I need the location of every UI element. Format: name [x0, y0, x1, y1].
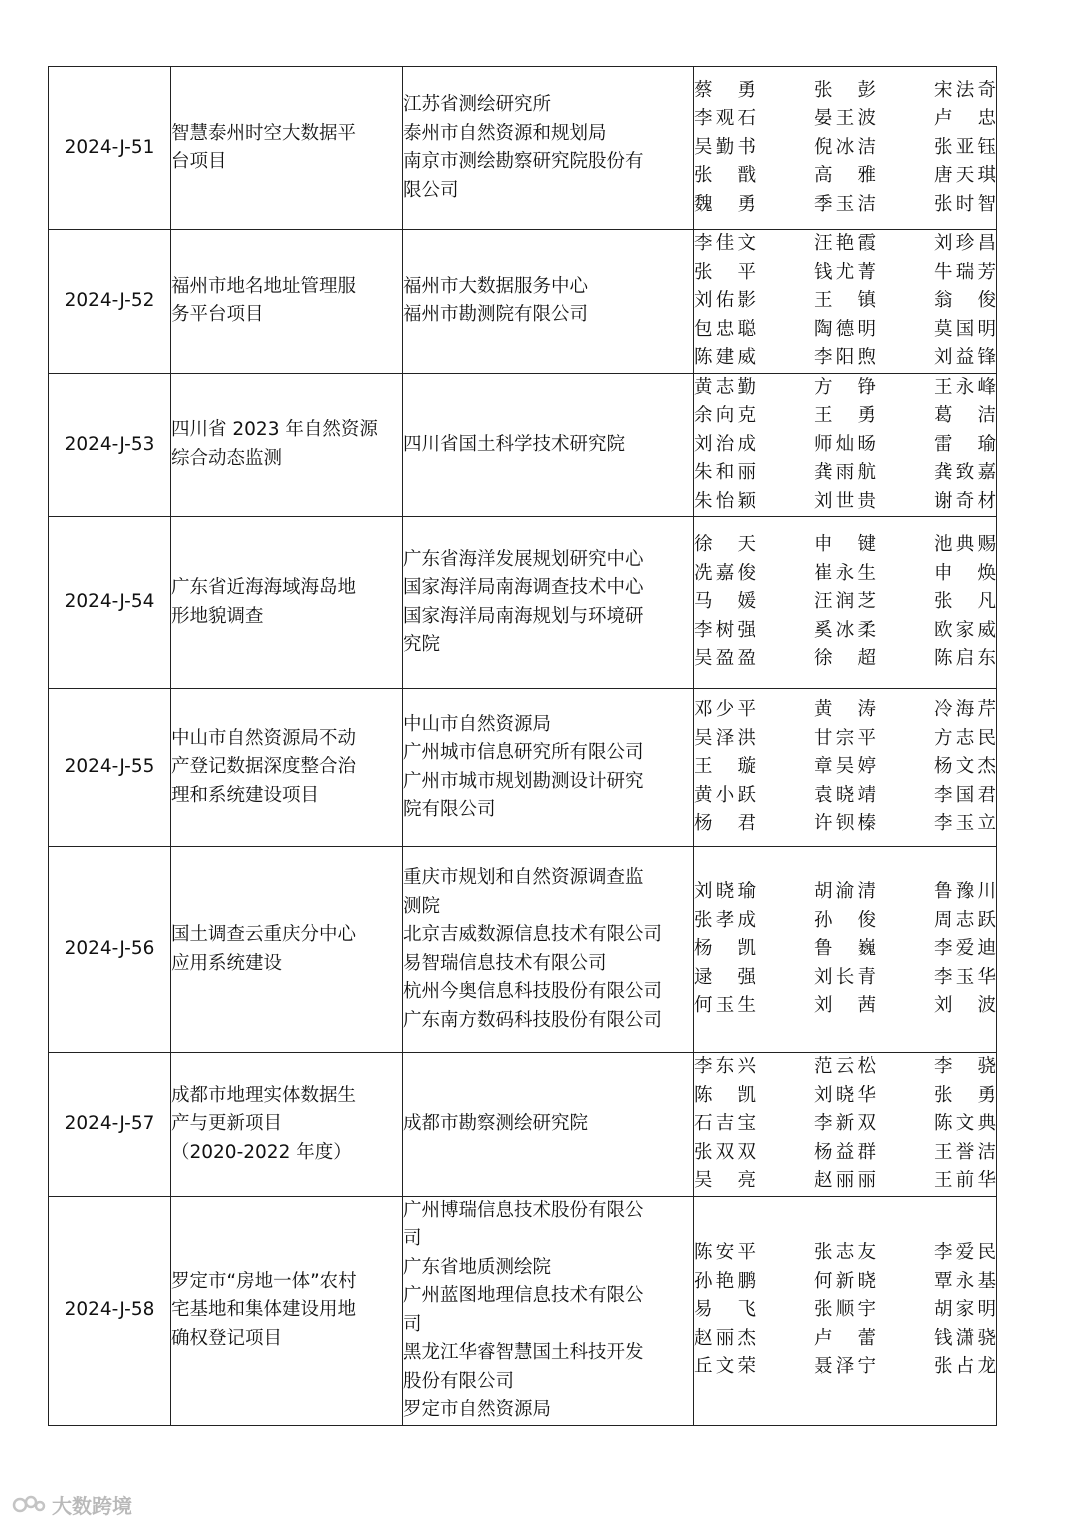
- contributor-name: 方 铮: [814, 376, 876, 398]
- contributor-name: 吴盈盈: [694, 648, 756, 670]
- contributor-name: 冷海芹: [934, 699, 996, 721]
- contributor-list: [694, 1053, 997, 1197]
- organization-line: 南京市测绘勘察研究院股份有: [403, 151, 644, 172]
- contributor-row: [694, 617, 996, 646]
- contributor-name: 覃永基: [934, 1270, 996, 1292]
- contributor-name: 陈文典: [934, 1113, 996, 1134]
- contributor-name: 朱和丽: [694, 462, 756, 483]
- contributor-list: [694, 517, 997, 689]
- contributor-name: 王 勇: [814, 405, 876, 426]
- organization-line: 究院: [403, 634, 441, 655]
- contributor-name: 刘治成: [694, 433, 756, 455]
- contributor-name: 杨 君: [694, 813, 756, 835]
- contributor-row: [694, 134, 996, 163]
- contributor-name: 王誉洁: [934, 1141, 996, 1163]
- organization-line: 中山市自然资源局: [403, 713, 552, 735]
- watermark-logo-icon: [12, 1493, 46, 1517]
- contributor-row: [694, 191, 996, 220]
- contributor-name: 张 勇: [934, 1084, 996, 1106]
- contributor-row: [694, 316, 996, 345]
- contributor-name: 李树强: [694, 619, 756, 641]
- project-name-line: 国土调查云重庆分中心: [171, 924, 357, 945]
- contributor-name: 陈 凯: [694, 1084, 756, 1106]
- contributor-row: [694, 1053, 996, 1082]
- contributor-row: [694, 753, 996, 782]
- contributor-name: 晏王波: [814, 108, 876, 130]
- contributor-name: 季玉洁: [814, 193, 876, 215]
- contributor-row: [694, 588, 996, 617]
- contributor-name: 杨文杰: [934, 756, 996, 778]
- contributor-list: [694, 67, 997, 230]
- contributor-name: 邓少平: [694, 699, 756, 721]
- contributor-row: [694, 374, 996, 403]
- contributor-name: 胡渝清: [814, 881, 876, 903]
- project-name: [171, 847, 403, 1053]
- contributor-name: 陈启东: [934, 648, 996, 670]
- contributor-name: 李东兴: [694, 1056, 756, 1077]
- project-name-line: 四川省 2023 年自然资源: [171, 419, 378, 441]
- contributor-row: [694, 782, 996, 811]
- contributor-name: 张志友: [814, 1242, 876, 1264]
- contributor-name: 丘文荣: [694, 1356, 756, 1378]
- organization-list: [403, 230, 694, 374]
- project-id: 2024-J-57: [49, 1053, 171, 1197]
- organization-line: 股份有限公司: [403, 1370, 515, 1392]
- contributor-name: 申 键: [814, 534, 876, 556]
- table-row: [49, 847, 997, 1053]
- table-row: [49, 689, 997, 847]
- contributor-name: 雷 瑜: [934, 433, 996, 455]
- contributor-name: 袁晓靖: [814, 784, 876, 806]
- contributor-name: 何新晓: [814, 1270, 876, 1292]
- contributor-name: 葛 洁: [934, 405, 996, 426]
- organization-line: 国家海洋局南海调查技术中心: [403, 577, 644, 598]
- contributor-row: [694, 1082, 996, 1111]
- organization-line: 司: [403, 1228, 422, 1249]
- contributor-name: 陶德明: [814, 318, 876, 340]
- contributor-name: 孙艳鹏: [694, 1270, 756, 1292]
- contributor-name: 师灿旸: [814, 433, 876, 455]
- contributor-name: 冼嘉俊: [694, 562, 756, 584]
- contributor-name: 章吴婷: [814, 756, 876, 778]
- contributor-row: [694, 1296, 996, 1325]
- project-name-line: 综合动态监测: [171, 447, 283, 469]
- contributor-name: 刘益锋: [934, 347, 996, 368]
- organization-line: 易智瑞信息技术有限公司: [403, 952, 607, 974]
- contributor-row: [694, 1110, 996, 1139]
- contributor-row: [694, 259, 996, 288]
- organization-line: 杭州今奥信息科技股份有限公司: [403, 981, 663, 1002]
- contributor-row: [694, 1239, 996, 1268]
- project-id: 2024-J-54: [49, 517, 171, 689]
- contributor-name: 张亚钰: [934, 136, 996, 158]
- project-id: 2024-J-58: [49, 1196, 171, 1425]
- contributor-row: [694, 77, 996, 106]
- contributor-name: 刘世贵: [814, 490, 876, 512]
- contributor-name: 张 彭: [814, 79, 876, 101]
- contributor-name: 张孝成: [694, 909, 756, 931]
- contributor-name: 李玉立: [934, 813, 996, 835]
- contributor-row: [694, 992, 996, 1021]
- contributor-name: 张双双: [694, 1141, 756, 1163]
- project-name-line: 福州市地名地址管理服: [171, 275, 357, 297]
- contributor-name: 赵丽丽: [814, 1170, 876, 1191]
- project-name-line: 应用系统建设: [171, 952, 283, 974]
- contributor-name: 王前华: [934, 1170, 996, 1191]
- contributor-name: 蔡 勇: [694, 79, 756, 101]
- contributor-row: [694, 531, 996, 560]
- contributor-name: 李佳文: [694, 233, 756, 254]
- contributor-row: [694, 696, 996, 725]
- contributor-name: 张占龙: [934, 1356, 996, 1378]
- contributor-name: 王 镇: [814, 290, 876, 311]
- organization-line: 泰州市自然资源和规划局: [403, 122, 607, 144]
- contributor-name: 牛瑞芳: [934, 261, 996, 283]
- contributor-name: 范云松: [814, 1056, 876, 1077]
- contributor-name: 卢 忠: [934, 108, 996, 130]
- contributor-name: 刘佑影: [694, 290, 756, 311]
- contributor-name: 钱尤菁: [814, 261, 876, 283]
- organization-line: 北京吉威数源信息技术有限公司: [403, 924, 663, 945]
- contributor-name: 李爱迪: [934, 938, 996, 960]
- contributor-name: 逯 强: [694, 966, 756, 988]
- organization-line: 司: [403, 1313, 422, 1335]
- project-id: 2024-J-52: [49, 230, 171, 374]
- contributor-name: 余向克: [694, 405, 756, 426]
- project-name-line: 中山市自然资源局不动: [171, 727, 357, 749]
- contributor-row: [694, 878, 996, 907]
- organization-line: 院有限公司: [403, 799, 496, 820]
- organization-list: [403, 67, 694, 230]
- contributor-row: [694, 287, 996, 316]
- table-row: [49, 230, 997, 374]
- organization-line: 重庆市规划和自然资源调查监: [403, 867, 644, 888]
- contributor-name: 高 雅: [814, 165, 876, 187]
- contributor-name: 张时智: [934, 193, 996, 215]
- organization-line: 广州蓝图地理信息技术有限公: [403, 1285, 644, 1306]
- contributor-row: [694, 1325, 996, 1354]
- contributor-name: 吴勤书: [694, 136, 756, 158]
- organization-line: 黑龙江华睿智慧国土科技开发: [403, 1342, 644, 1363]
- contributor-name: 欧家威: [934, 619, 996, 641]
- contributor-name: 申 焕: [934, 562, 996, 584]
- contributor-row: [694, 431, 996, 460]
- table-row: [49, 517, 997, 689]
- project-id: 2024-J-56: [49, 847, 171, 1053]
- project-name-line: 务平台项目: [171, 304, 264, 326]
- contributor-name: 周志跃: [934, 909, 996, 931]
- contributor-name: 徐 天: [694, 534, 756, 556]
- contributor-name: 包忠聪: [694, 318, 756, 340]
- contributor-name: 王 璇: [694, 756, 756, 778]
- table-row: [49, 1053, 997, 1197]
- contributor-name: 黄志勤: [694, 376, 756, 398]
- contributor-name: 石吉宝: [694, 1113, 756, 1134]
- project-name-line: 产登记数据深度整合治: [171, 756, 357, 778]
- project-id: 2024-J-55: [49, 689, 171, 847]
- organization-line: 广东省地质测绘院: [403, 1256, 552, 1278]
- contributor-name: 唐天琪: [934, 165, 996, 187]
- contributor-name: 李观石: [694, 108, 756, 130]
- table-row: [49, 67, 997, 230]
- contributor-name: 龚雨航: [814, 462, 876, 483]
- contributor-name: 卢 蕾: [814, 1327, 876, 1349]
- project-id: 2024-J-53: [49, 373, 171, 517]
- contributor-list: [694, 1196, 997, 1425]
- project-name-line: 成都市地理实体数据生: [171, 1084, 357, 1106]
- contributor-row: [694, 402, 996, 431]
- contributor-row: [694, 230, 996, 259]
- contributor-row: [694, 907, 996, 936]
- contributor-name: 鲁豫川: [934, 881, 996, 903]
- organization-line: 成都市勘察测绘研究院: [403, 1113, 589, 1134]
- table-row: [49, 373, 997, 517]
- organization-list: [403, 1053, 694, 1197]
- contributor-name: 方志民: [934, 727, 996, 749]
- contributor-name: 刘珍昌: [934, 233, 996, 254]
- watermark-text: 大数跨境: [52, 1494, 132, 1518]
- organization-line: 江苏省测绘研究所: [403, 94, 552, 115]
- project-name: [171, 1053, 403, 1197]
- contributor-name: 何玉生: [694, 995, 756, 1017]
- contributor-name: 王永峰: [934, 376, 996, 398]
- contributor-name: 黄小跃: [694, 784, 756, 806]
- contributor-name: 刘 波: [934, 995, 996, 1017]
- contributor-name: 李 骁: [934, 1056, 996, 1077]
- organization-line: 四川省国土科学技术研究院: [403, 433, 626, 455]
- contributor-name: 龚致嘉: [934, 462, 996, 483]
- contributor-list: [694, 847, 997, 1053]
- contributor-row: [694, 1353, 996, 1382]
- contributor-row: [694, 105, 996, 134]
- contributor-name: 李玉华: [934, 966, 996, 988]
- project-name: [171, 1196, 403, 1425]
- award-table: [48, 66, 997, 1426]
- project-name-line: 台项目: [171, 151, 227, 172]
- contributor-name: 张 凡: [934, 591, 996, 613]
- contributor-grid: [694, 696, 996, 839]
- organization-line: 测院: [403, 895, 441, 917]
- organization-line: 国家海洋局南海规划与环境研: [403, 605, 644, 627]
- organization-list: [403, 689, 694, 847]
- contributor-row: [694, 1139, 996, 1168]
- contributor-grid: [694, 1053, 996, 1196]
- project-name-line: 确权登记项目: [171, 1327, 283, 1349]
- contributor-name: 吴 亮: [694, 1170, 756, 1191]
- contributor-name: 孙 俊: [814, 909, 876, 931]
- contributor-name: 张 戬: [694, 165, 756, 187]
- contributor-name: 张 平: [694, 261, 756, 283]
- contributor-name: 李国君: [934, 784, 996, 806]
- contributor-list: [694, 373, 997, 517]
- contributor-row: [694, 645, 996, 674]
- contributor-name: 宋法奇: [934, 79, 996, 101]
- contributor-name: 刘晓华: [814, 1084, 876, 1106]
- contributor-row: [694, 810, 996, 839]
- organization-line: 福州市勘测院有限公司: [403, 304, 589, 326]
- contributor-name: 汪润芝: [814, 591, 876, 613]
- contributor-name: 钱潇骁: [934, 1327, 996, 1349]
- organization-line: 广州市城市规划勘测设计研究: [403, 770, 644, 792]
- contributor-name: 汪艳霞: [814, 233, 876, 254]
- contributor-name: 马 媛: [694, 591, 756, 613]
- contributor-name: 刘 茜: [814, 995, 876, 1017]
- contributor-name: 吴泽洪: [694, 727, 756, 749]
- contributor-row: [694, 964, 996, 993]
- contributor-grid: [694, 77, 996, 220]
- organization-list: [403, 373, 694, 517]
- contributor-name: 杨 凯: [694, 938, 756, 960]
- organization-list: [403, 517, 694, 689]
- contributor-name: 刘长青: [814, 966, 876, 988]
- project-name-line: 广东省近海海域海岛地: [171, 577, 357, 598]
- project-name-line: 产与更新项目: [171, 1113, 283, 1134]
- contributor-name: 杨益群: [814, 1141, 876, 1163]
- contributor-row: [694, 935, 996, 964]
- contributor-grid: [694, 531, 996, 674]
- contributor-row: [694, 488, 996, 517]
- organization-line: 广州城市信息研究所有限公司: [403, 742, 644, 763]
- organization-line: 广州博瑞信息技术股份有限公: [403, 1199, 644, 1221]
- organization-line: 限公司: [403, 179, 459, 201]
- project-name-line: 智慧泰州时空大数据平: [171, 122, 357, 144]
- contributor-row: [694, 344, 996, 373]
- contributor-name: 池典赐: [934, 534, 996, 556]
- contributor-name: 徐 超: [814, 648, 876, 670]
- organization-list: [403, 847, 694, 1053]
- contributor-grid: [694, 374, 996, 517]
- contributor-name: 胡家明: [934, 1299, 996, 1321]
- contributor-list: [694, 689, 997, 847]
- contributor-name: 崔永生: [814, 562, 876, 584]
- contributor-name: 李阳煦: [814, 347, 876, 368]
- contributor-grid: [694, 230, 996, 373]
- project-name: [171, 67, 403, 230]
- contributor-grid: [694, 878, 996, 1021]
- project-name-line: （2020-2022 年度）: [171, 1141, 352, 1163]
- contributor-name: 倪冰洁: [814, 136, 876, 158]
- contributor-row: [694, 459, 996, 488]
- table-row: [49, 1196, 997, 1425]
- project-name-line: 形地貌调查: [171, 605, 264, 627]
- contributor-name: 赵丽杰: [694, 1327, 756, 1349]
- contributor-row: [694, 1167, 996, 1196]
- contributor-name: 甘宗平: [814, 727, 876, 749]
- organization-line: 罗定市自然资源局: [403, 1399, 552, 1420]
- award-table-body: [49, 67, 997, 1426]
- contributor-name: 陈安平: [694, 1242, 756, 1264]
- organization-line: 广东省海洋发展规划研究中心: [403, 548, 644, 570]
- contributor-name: 翁 俊: [934, 290, 996, 311]
- contributor-name: 李新双: [814, 1113, 876, 1134]
- contributor-name: 黄 涛: [814, 699, 876, 721]
- contributor-name: 鲁 巍: [814, 938, 876, 960]
- contributor-name: 易 飞: [694, 1299, 756, 1321]
- contributor-name: 谢奇材: [934, 490, 996, 512]
- project-name-line: 罗定市“房地一体”农村: [171, 1270, 357, 1292]
- project-name: [171, 230, 403, 374]
- contributor-name: 魏 勇: [694, 193, 756, 215]
- project-name: [171, 373, 403, 517]
- contributor-row: [694, 1268, 996, 1297]
- contributor-name: 许钡榛: [814, 813, 876, 835]
- project-name: [171, 517, 403, 689]
- contributor-name: 刘晓瑜: [694, 881, 756, 903]
- contributor-name: 聂泽宁: [814, 1356, 876, 1378]
- project-name-line: 宅基地和集体建设用地: [171, 1299, 357, 1321]
- contributor-name: 朱怡颖: [694, 490, 756, 512]
- contributor-grid: [694, 1239, 996, 1382]
- organization-line: 福州市大数据服务中心: [403, 275, 589, 297]
- contributor-name: 奚冰柔: [814, 619, 876, 641]
- project-id: 2024-J-51: [49, 67, 171, 230]
- organization-list: [403, 1196, 694, 1425]
- contributor-name: 李爱民: [934, 1242, 996, 1264]
- contributor-list: [694, 230, 997, 374]
- project-name: [171, 689, 403, 847]
- contributor-name: 莫国明: [934, 318, 996, 340]
- contributor-row: [694, 560, 996, 589]
- watermark: [12, 1490, 132, 1519]
- contributor-name: 张顺宇: [814, 1299, 876, 1321]
- project-name-line: 理和系统建设项目: [171, 784, 320, 806]
- contributor-row: [694, 162, 996, 191]
- contributor-name: 陈建威: [694, 347, 756, 368]
- contributor-row: [694, 725, 996, 754]
- organization-line: 广东南方数码科技股份有限公司: [403, 1009, 663, 1031]
